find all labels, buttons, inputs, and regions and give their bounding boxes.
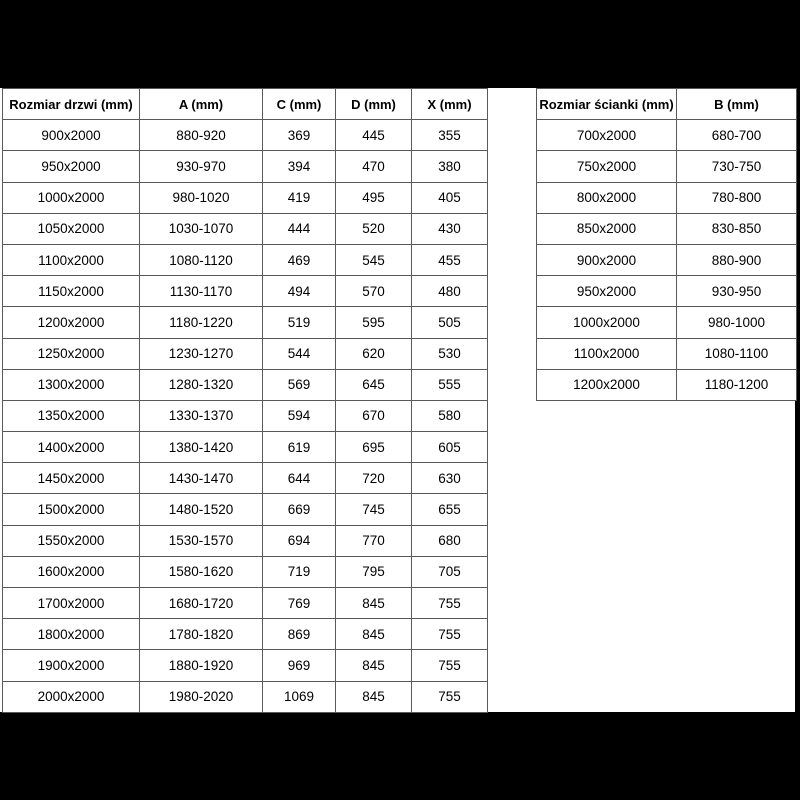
table-row [3,556,488,587]
table-cell: 1880-1920 [140,650,263,681]
table-cell: 1430-1470 [140,463,263,494]
table-cell: 755 [412,588,488,619]
table-cell: 1200x2000 [537,369,677,400]
column-header: Rozmiar drzwi (mm) [3,89,140,120]
table-cell: 745 [336,494,412,525]
table-cell: 845 [336,588,412,619]
table-cell: 1180-1220 [140,307,263,338]
table-cell: 1130-1170 [140,276,263,307]
table-cell: 1800x2000 [3,619,140,650]
table-cell: 1080-1120 [140,244,263,275]
table-row [537,182,797,213]
table-row [537,307,797,338]
table-cell: 1400x2000 [3,432,140,463]
table-row [3,276,488,307]
table-cell: 869 [263,619,336,650]
table-cell: 755 [412,650,488,681]
table-cell: 520 [336,213,412,244]
header-row [537,89,797,120]
table-cell: 1030-1070 [140,213,263,244]
table-cell: 444 [263,213,336,244]
table-row [3,120,488,151]
table-cell: 880-900 [677,244,797,275]
table-cell: 1000x2000 [537,307,677,338]
table-cell: 930-970 [140,151,263,182]
table-cell: 750x2000 [537,151,677,182]
table-cell: 694 [263,525,336,556]
table-cell: 880-920 [140,120,263,151]
table-cell: 1180-1200 [677,369,797,400]
table-cell: 1100x2000 [537,338,677,369]
table-cell: 644 [263,463,336,494]
table-cell: 1150x2000 [3,276,140,307]
table-row [537,338,797,369]
table-cell: 720 [336,463,412,494]
table-cell: 1480-1520 [140,494,263,525]
table-cell: 469 [263,244,336,275]
table-cell: 1530-1570 [140,525,263,556]
table-row [3,619,488,650]
table-cell: 544 [263,338,336,369]
table-row [537,120,797,151]
table-cell: 845 [336,681,412,712]
column-header: Rozmiar ścianki (mm) [537,89,677,120]
table-cell: 1350x2000 [3,400,140,431]
table-cell: 950x2000 [537,276,677,307]
table-cell: 755 [412,619,488,650]
table-row [3,213,488,244]
table-cell: 645 [336,369,412,400]
table-cell: 2000x2000 [3,681,140,712]
table-cell: 700x2000 [537,120,677,151]
top-black-bar [0,0,800,88]
table-cell: 1230-1270 [140,338,263,369]
table-cell: 619 [263,432,336,463]
table-cell: 569 [263,369,336,400]
table-cell: 369 [263,120,336,151]
table-row [3,307,488,338]
table-cell: 1100x2000 [3,244,140,275]
table-cell: 1000x2000 [3,182,140,213]
table-cell: 980-1000 [677,307,797,338]
table-cell: 1500x2000 [3,494,140,525]
table-cell: 1450x2000 [3,463,140,494]
table-cell: 1380-1420 [140,432,263,463]
table-cell: 495 [336,182,412,213]
table-cell: 1600x2000 [3,556,140,587]
table-row [3,244,488,275]
table-cell: 380 [412,151,488,182]
table-row [3,588,488,619]
table-cell: 719 [263,556,336,587]
table-cell: 1680-1720 [140,588,263,619]
table-cell: 1550x2000 [3,525,140,556]
column-header: X (mm) [412,89,488,120]
table-cell: 795 [336,556,412,587]
table-row [3,432,488,463]
table-cell: 405 [412,182,488,213]
table-cell: 494 [263,276,336,307]
table-row [3,494,488,525]
table-row [3,681,488,712]
table-cell: 800x2000 [537,182,677,213]
table-cell: 1330-1370 [140,400,263,431]
table-cell: 630 [412,463,488,494]
table-row [3,182,488,213]
table-cell: 1580-1620 [140,556,263,587]
table-row [3,369,488,400]
column-header: D (mm) [336,89,412,120]
table-cell: 770 [336,525,412,556]
table-cell: 705 [412,556,488,587]
table-cell: 445 [336,120,412,151]
table-row [3,338,488,369]
table-cell: 1980-2020 [140,681,263,712]
table-cell: 680-700 [677,120,797,151]
table-cell: 845 [336,619,412,650]
table-cell: 1050x2000 [3,213,140,244]
table-cell: 755 [412,681,488,712]
table-cell: 900x2000 [537,244,677,275]
table-cell: 780-800 [677,182,797,213]
table-row [537,244,797,275]
table-cell: 430 [412,213,488,244]
table-cell: 1300x2000 [3,369,140,400]
table-cell: 950x2000 [3,151,140,182]
table-cell: 695 [336,432,412,463]
table-cell: 470 [336,151,412,182]
table-cell: 1700x2000 [3,588,140,619]
table-row [3,400,488,431]
table-row [537,276,797,307]
table-cell: 394 [263,151,336,182]
table-cell: 670 [336,400,412,431]
table-cell: 1900x2000 [3,650,140,681]
table-cell: 594 [263,400,336,431]
table-cell: 1280-1320 [140,369,263,400]
table-row [3,151,488,182]
table-cell: 669 [263,494,336,525]
table-cell: 1200x2000 [3,307,140,338]
table-cell: 930-950 [677,276,797,307]
table-row [537,369,797,400]
table-cell: 519 [263,307,336,338]
table-cell: 830-850 [677,213,797,244]
table-cell: 845 [336,650,412,681]
table-cell: 1250x2000 [3,338,140,369]
table-cell: 580 [412,400,488,431]
table-cell: 850x2000 [537,213,677,244]
table-cell: 605 [412,432,488,463]
table-cell: 969 [263,650,336,681]
table-cell: 900x2000 [3,120,140,151]
column-header: B (mm) [677,89,797,120]
table-cell: 655 [412,494,488,525]
table-cell: 570 [336,276,412,307]
table-cell: 730-750 [677,151,797,182]
table-cell: 1780-1820 [140,619,263,650]
table-cell: 480 [412,276,488,307]
table-row [537,151,797,182]
door-sizes-table [2,88,488,713]
table-row [3,463,488,494]
table-cell: 1069 [263,681,336,712]
table-row [537,213,797,244]
table-cell: 530 [412,338,488,369]
table-row [3,650,488,681]
table-cell: 355 [412,120,488,151]
table-cell: 595 [336,307,412,338]
header-row [3,89,488,120]
wall-sizes-table [536,88,797,401]
table-row [3,525,488,556]
column-header: C (mm) [263,89,336,120]
table-cell: 769 [263,588,336,619]
table-cell: 620 [336,338,412,369]
table-cell: 455 [412,244,488,275]
table-cell: 545 [336,244,412,275]
table-cell: 1080-1100 [677,338,797,369]
table-cell: 680 [412,525,488,556]
bottom-black-bar [0,712,800,800]
table-cell: 555 [412,369,488,400]
table-cell: 419 [263,182,336,213]
table-cell: 980-1020 [140,182,263,213]
column-header: A (mm) [140,89,263,120]
table-cell: 505 [412,307,488,338]
